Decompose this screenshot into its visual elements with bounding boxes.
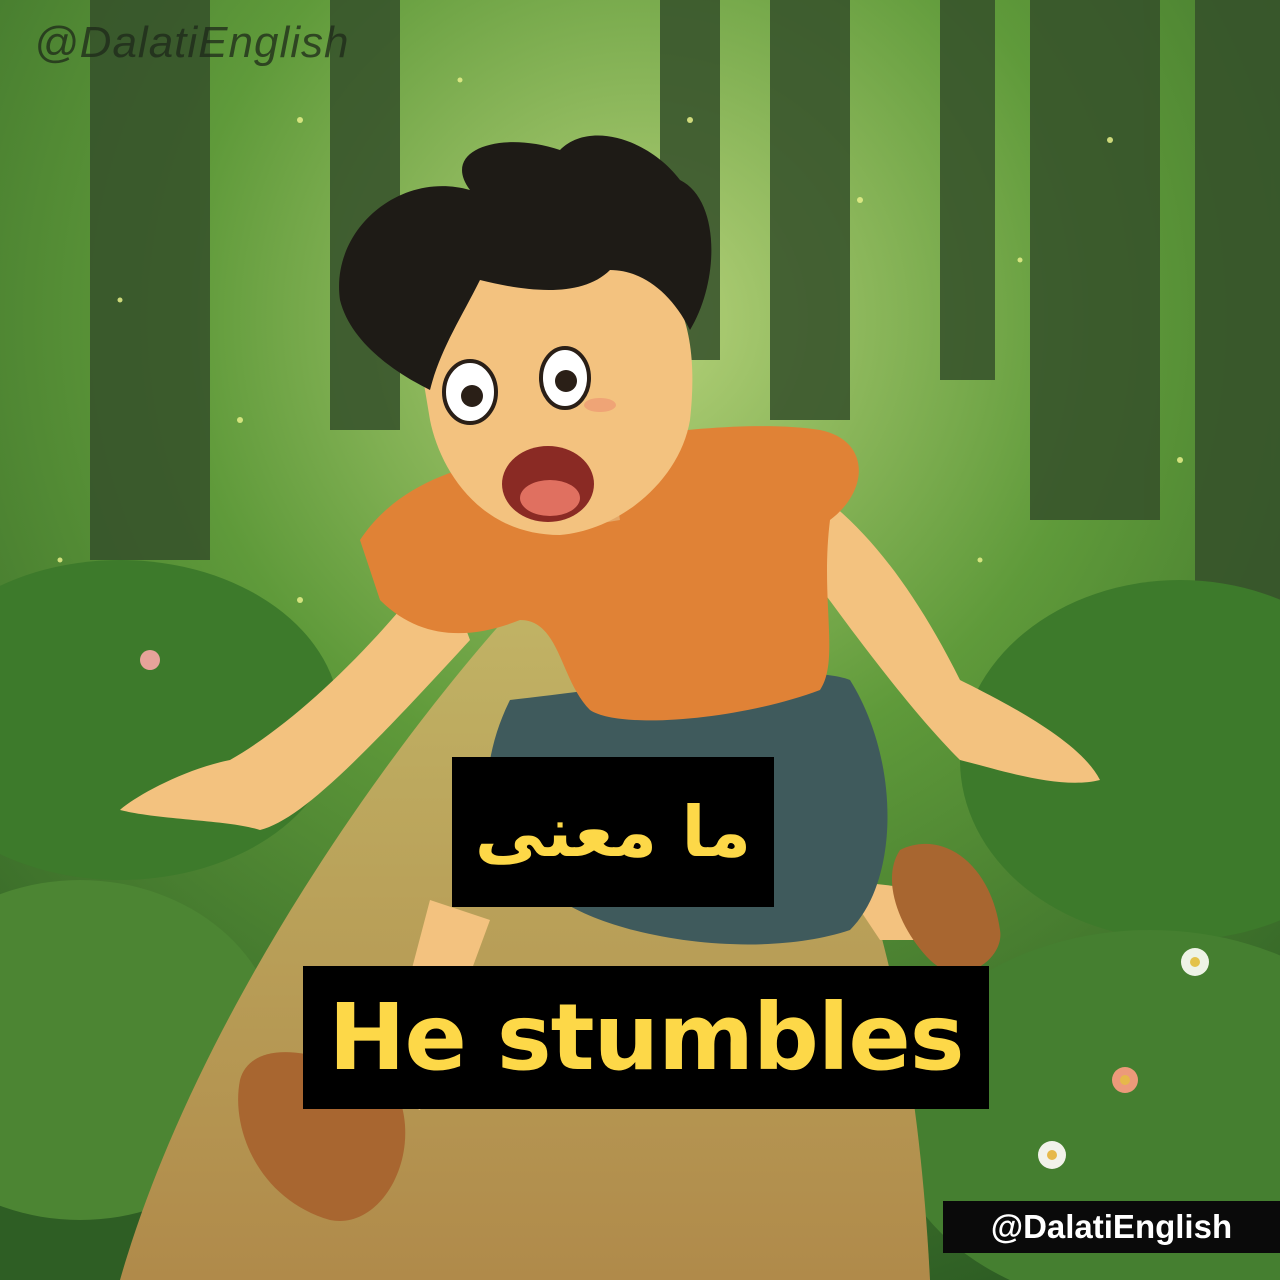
watermark-bottom — [943, 1201, 1280, 1253]
arabic-question-text: ما معنى — [474, 791, 752, 873]
english-caption-box — [303, 966, 989, 1109]
arabic-caption-box — [452, 757, 774, 907]
english-phrase-text: He stumbles — [328, 984, 964, 1091]
watermark-top: @DalatiEnglish — [34, 18, 350, 67]
watermark-bottom-text: @DalatiEnglish — [990, 1208, 1233, 1245]
